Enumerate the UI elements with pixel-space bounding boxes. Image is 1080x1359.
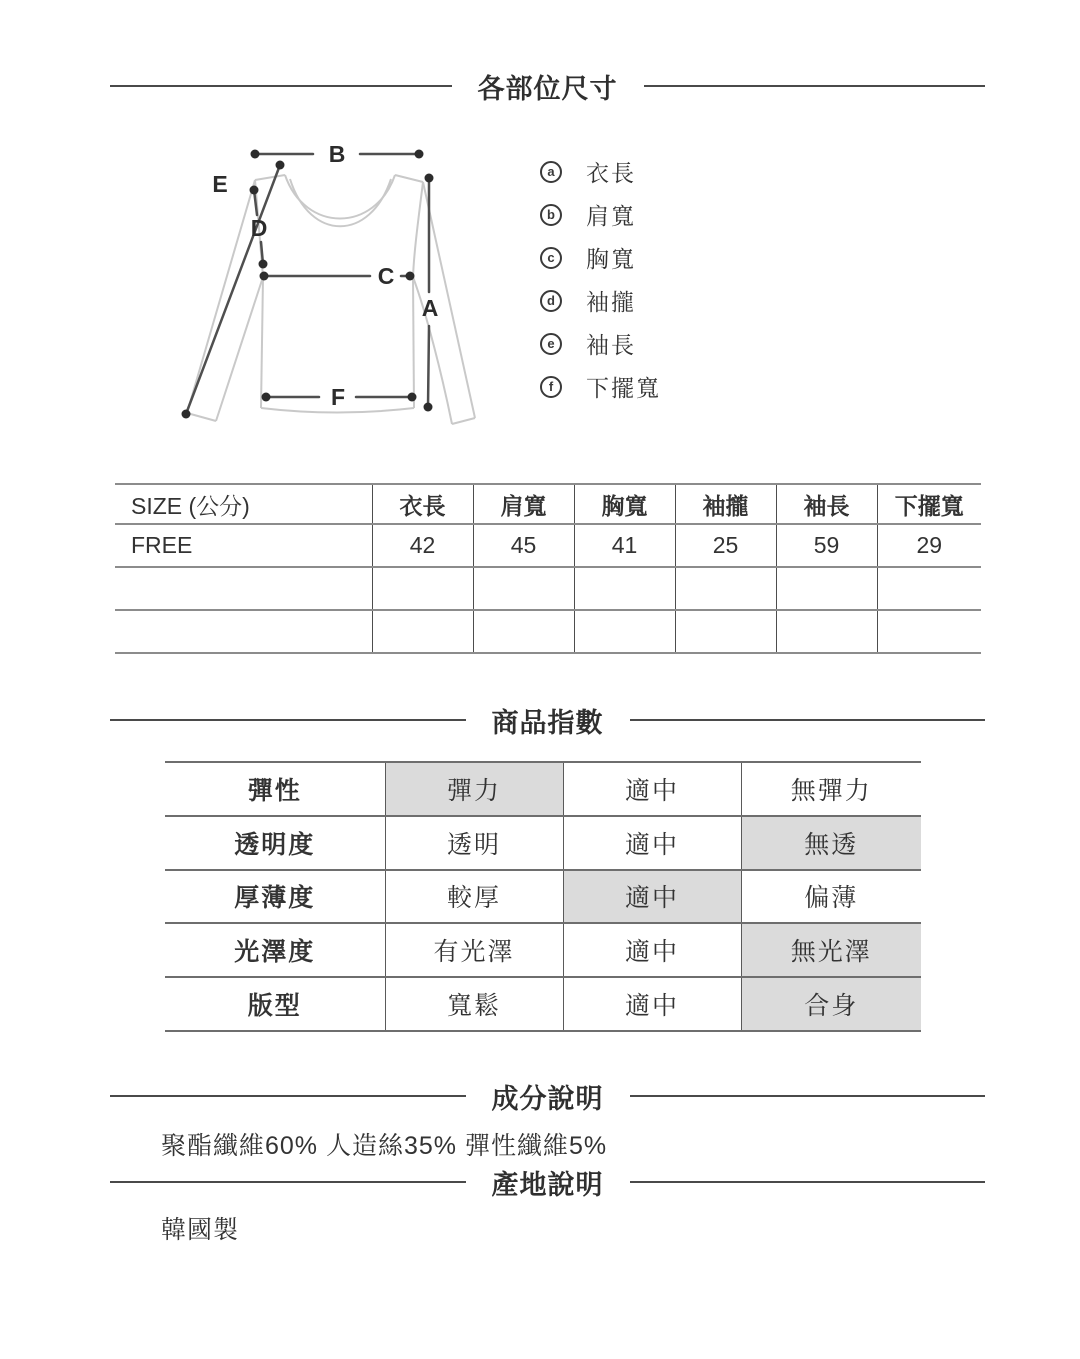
- measurement-legend: [540, 150, 661, 408]
- empty-cell: [473, 567, 574, 610]
- legend-circle-c: c: [540, 247, 562, 269]
- index-option: 適中: [563, 762, 741, 816]
- legend-label-c: 胸寬: [586, 246, 636, 272]
- empty-cell: [372, 610, 473, 653]
- value-cell: 41: [574, 524, 675, 567]
- title-rule-right: [644, 85, 986, 87]
- size-col-header: SIZE (公分): [115, 484, 372, 524]
- empty-cell: [574, 567, 675, 610]
- value-cell: 45: [473, 524, 574, 567]
- legend-label-a: 衣長: [586, 160, 636, 186]
- index-row-sheen: [165, 923, 921, 977]
- legend-item-d: [540, 279, 661, 322]
- size-table-empty-row: [115, 610, 981, 653]
- title-rule-right: [630, 1181, 986, 1183]
- index-option: 寬鬆: [385, 977, 563, 1031]
- empty-cell: [115, 567, 372, 610]
- title-rule-right: [630, 1095, 986, 1097]
- size-table: [115, 483, 981, 654]
- title-rule-left: [110, 719, 466, 721]
- index-row-thickness: [165, 870, 921, 924]
- index-row-elasticity: [165, 762, 921, 816]
- empty-cell: [675, 567, 776, 610]
- index-option: 無光澤: [741, 923, 921, 977]
- legend-label-e: 袖長: [586, 332, 636, 358]
- index-option: 無透: [741, 816, 921, 870]
- value-cell: 29: [877, 524, 981, 567]
- col-header: 袖長: [776, 484, 877, 524]
- legend-circle-a: a: [540, 161, 562, 183]
- index-option: 適中: [563, 977, 741, 1031]
- letter-d: D: [250, 215, 268, 241]
- title-rule-left: [110, 1095, 466, 1097]
- empty-cell: [473, 610, 574, 653]
- index-option: 透明: [385, 816, 563, 870]
- section-title-text: 商品指數: [491, 707, 604, 738]
- index-row-fit: [165, 977, 921, 1031]
- empty-cell: [776, 567, 877, 610]
- legend-item-e: [540, 322, 661, 365]
- legend-item-b: [540, 193, 661, 236]
- index-category: 彈性: [165, 762, 385, 816]
- title-rule-left: [110, 85, 452, 87]
- legend-label-b: 肩寬: [586, 203, 636, 229]
- index-row-transparency: [165, 816, 921, 870]
- empty-cell: [675, 610, 776, 653]
- section-title-text: 成分說明: [491, 1083, 604, 1114]
- col-header: 肩寬: [473, 484, 574, 524]
- empty-cell: [877, 610, 981, 653]
- legend-label-d: 袖攏: [586, 289, 636, 315]
- index-category: 版型: [165, 977, 385, 1031]
- product-index-table: [165, 761, 921, 1032]
- index-category: 透明度: [165, 816, 385, 870]
- size-name-cell: FREE: [115, 524, 372, 567]
- legend-item-c: [540, 236, 661, 279]
- value-cell: 25: [675, 524, 776, 567]
- empty-cell: [776, 610, 877, 653]
- letter-e: E: [212, 171, 228, 197]
- letter-b: B: [328, 141, 346, 167]
- legend-item-f: [540, 365, 661, 408]
- col-header: 下擺寬: [877, 484, 981, 524]
- title-rule-right: [630, 719, 986, 721]
- size-table-header-row: [115, 484, 981, 524]
- section-title-text: 產地說明: [491, 1169, 604, 1200]
- measurements-section-title: [110, 70, 985, 102]
- size-table-empty-row: [115, 567, 981, 610]
- value-cell: 42: [372, 524, 473, 567]
- section-title-text: 各部位尺寸: [477, 73, 618, 104]
- legend-label-f: 下擺寬: [586, 375, 661, 401]
- empty-cell: [115, 610, 372, 653]
- product-index-section-title: [110, 704, 985, 736]
- legend-item-a: [540, 150, 661, 193]
- origin-section-title: [110, 1166, 985, 1198]
- origin-text: 韓國製: [161, 1216, 240, 1244]
- size-table-row-free: [115, 524, 981, 567]
- index-option: 適中: [563, 923, 741, 977]
- index-option: 偏薄: [741, 870, 921, 924]
- legend-circle-e: e: [540, 333, 562, 355]
- col-header: 胸寬: [574, 484, 675, 524]
- composition-text: 聚酯纖維60% 人造絲35% 彈性纖維5%: [161, 1132, 608, 1160]
- empty-cell: [574, 610, 675, 653]
- index-option: 無彈力: [741, 762, 921, 816]
- letter-f: F: [330, 384, 346, 410]
- index-option: 適中: [563, 870, 741, 924]
- letter-a: A: [421, 295, 439, 321]
- empty-cell: [877, 567, 981, 610]
- value-cell: 59: [776, 524, 877, 567]
- index-category: 厚薄度: [165, 870, 385, 924]
- index-category: 光澤度: [165, 923, 385, 977]
- composition-section-title: [110, 1080, 985, 1112]
- legend-circle-d: d: [540, 290, 562, 312]
- col-header: 袖攏: [675, 484, 776, 524]
- title-rule-left: [110, 1181, 466, 1183]
- index-option: 彈力: [385, 762, 563, 816]
- legend-circle-f: f: [540, 376, 562, 398]
- col-header: 衣長: [372, 484, 473, 524]
- empty-cell: [372, 567, 473, 610]
- index-option: 有光澤: [385, 923, 563, 977]
- index-option: 合身: [741, 977, 921, 1031]
- legend-circle-b: b: [540, 204, 562, 226]
- index-option: 適中: [563, 816, 741, 870]
- letter-c: C: [377, 263, 395, 289]
- garment-measurement-diagram: [130, 130, 530, 440]
- index-option: 較厚: [385, 870, 563, 924]
